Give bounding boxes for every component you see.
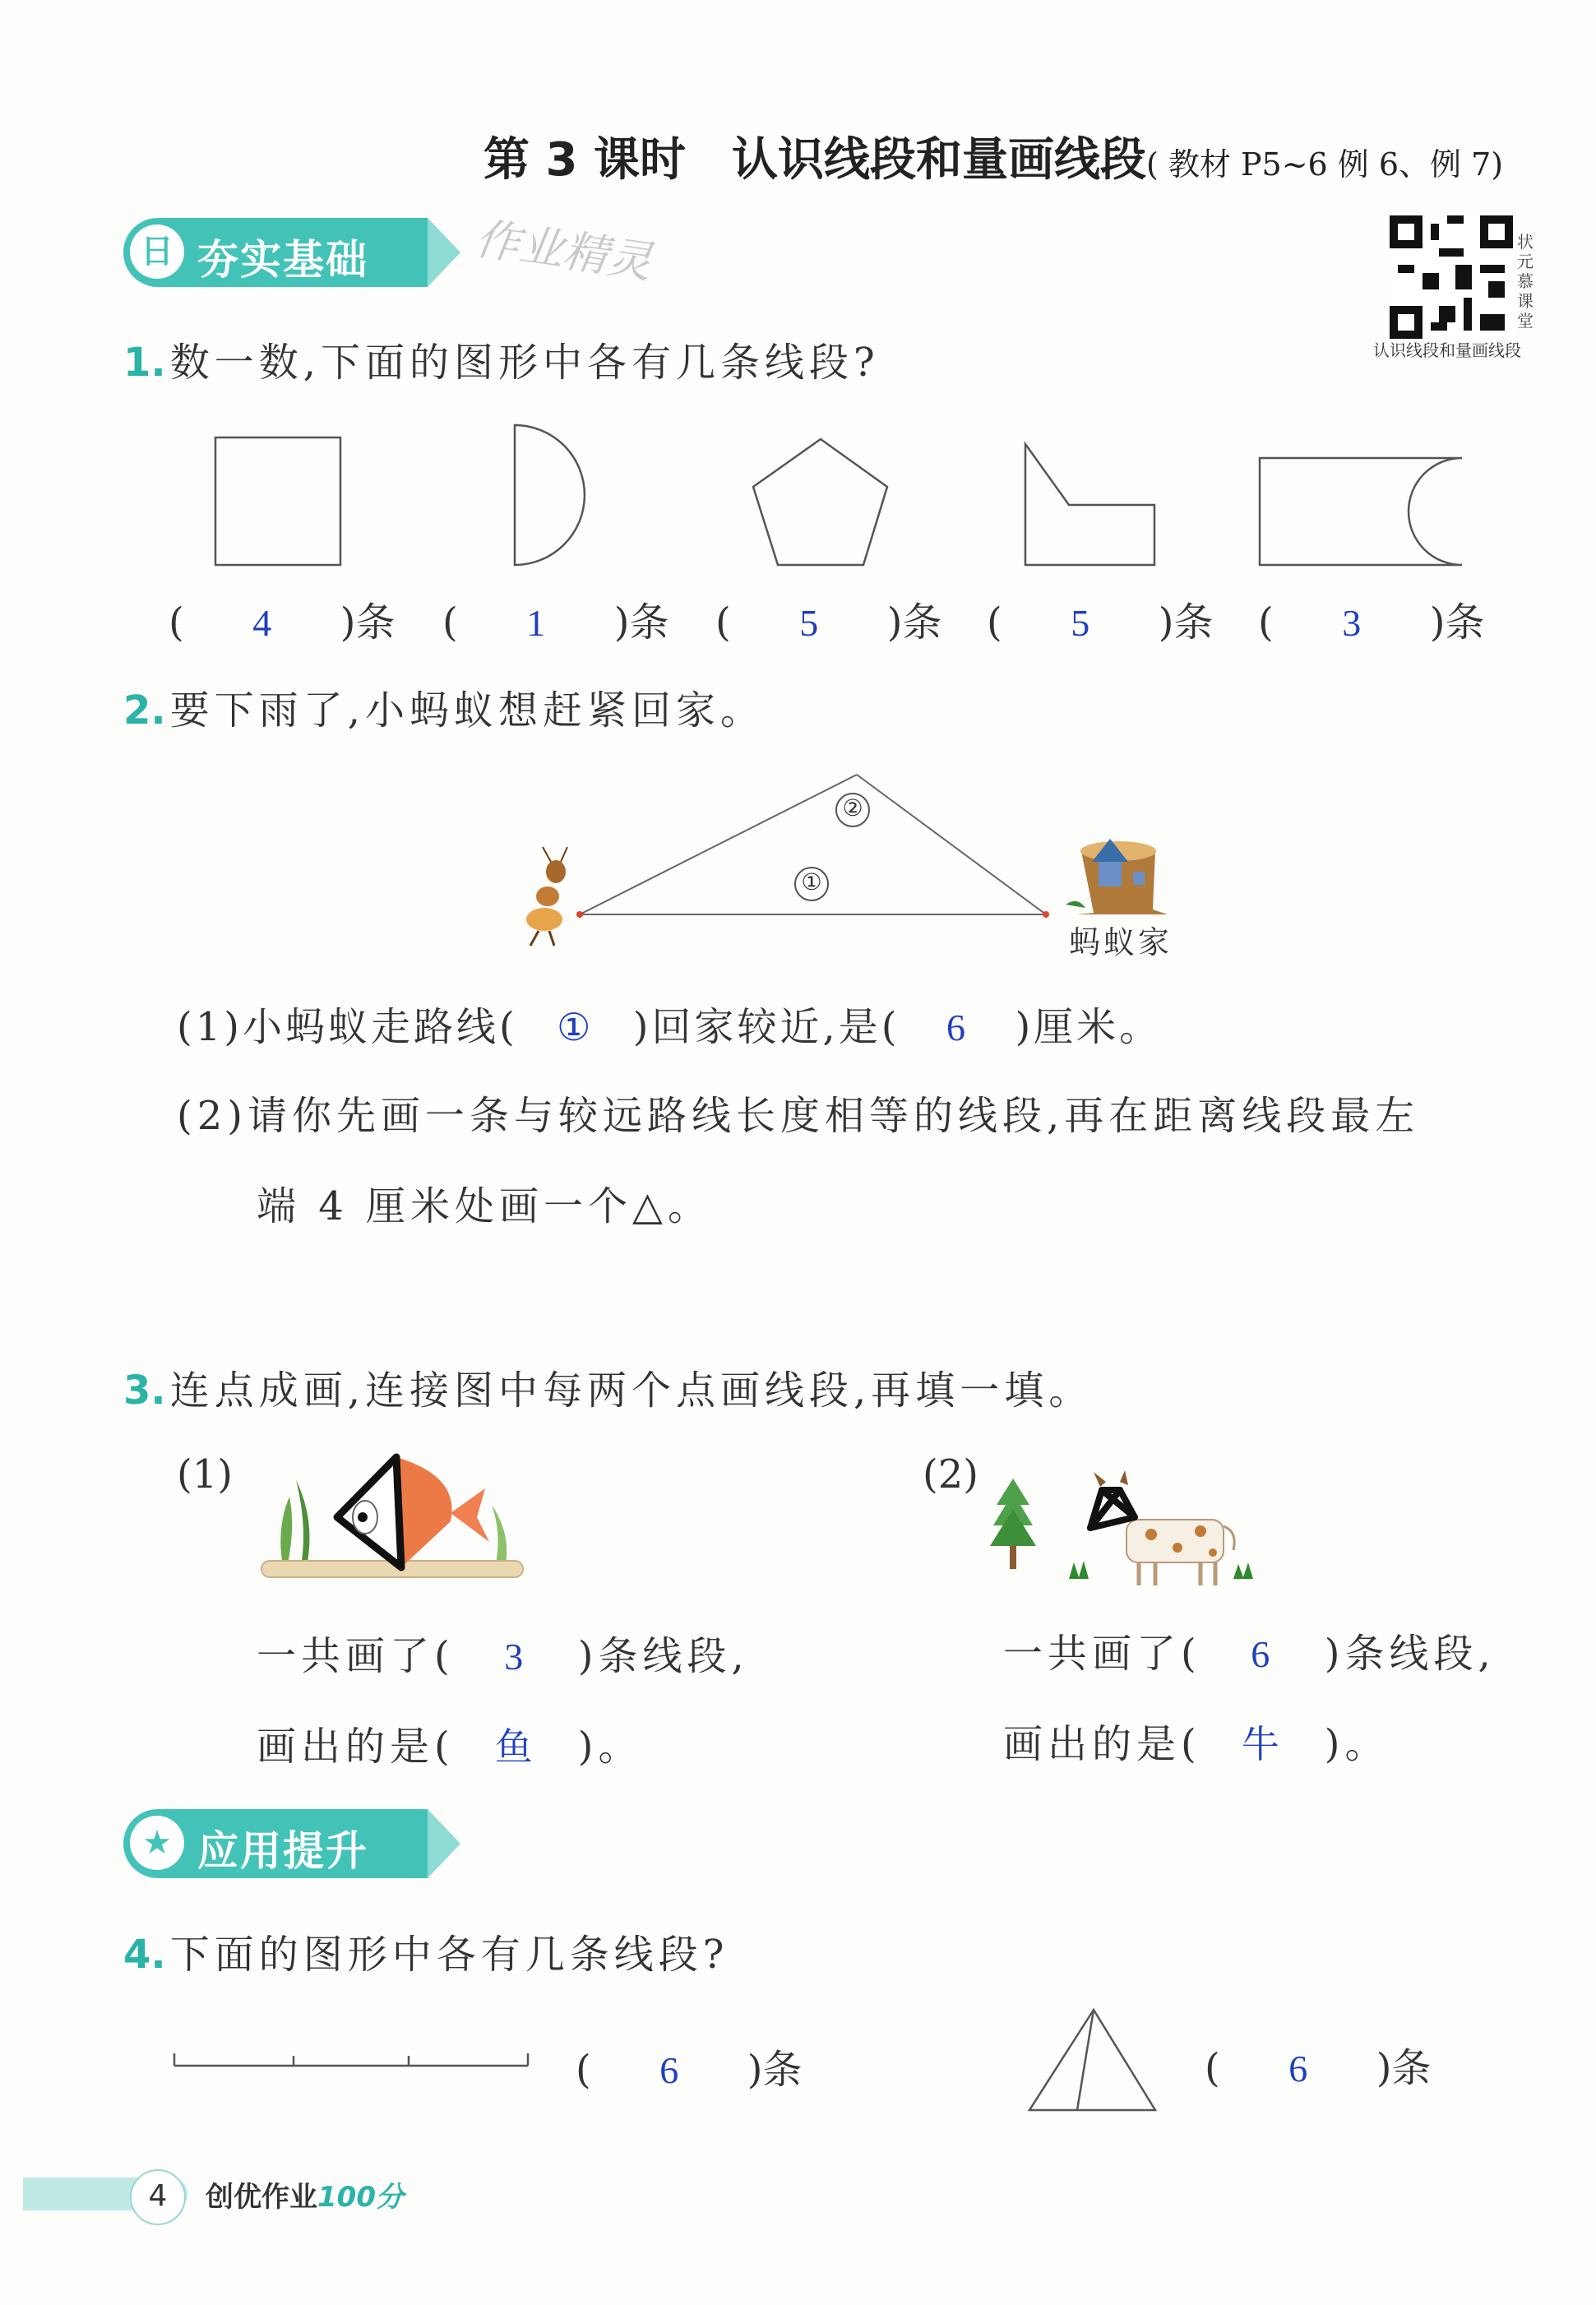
q1-answer-3: ( 5 )条: [715, 599, 942, 646]
ant-home-label: 蚂蚁家: [1069, 924, 1173, 960]
split-triangle: [1029, 2010, 1155, 2110]
q1-answer-2: ( 1 )条: [442, 599, 669, 646]
question-number: 2.: [123, 687, 166, 734]
q4-answer-1: ( 6 )条: [576, 2047, 803, 2093]
question-number: 1.: [123, 340, 166, 386]
answer-value[interactable]: 4: [252, 602, 272, 644]
q4-answer-2: ( 6 )条: [1205, 2045, 1432, 2091]
length-answer[interactable]: 6: [946, 1007, 969, 1048]
question-text: 下面的图形中各有几条线段?: [169, 1932, 729, 1978]
q1-answer-5: ( 3 )条: [1258, 599, 1485, 646]
section-icon: 日: [130, 224, 184, 279]
count-answer[interactable]: 6: [1251, 1633, 1275, 1675]
route-2-label: ②: [842, 794, 863, 822]
q2-part-2-line-1: (2)请你先画一条与较远路线长度相等的线段,再在距离线段最左: [177, 1093, 1420, 1139]
q3-part-1-count: 一共画了( 3 )条线段,: [257, 1633, 749, 1679]
lesson-subtitle: ( 教材 P5~6 例 6、例 7): [1145, 146, 1504, 183]
drawn-answer[interactable]: 鱼: [494, 1724, 538, 1769]
answer-value[interactable]: 6: [1288, 2048, 1308, 2090]
question-text: 数一数,下面的图形中各有几条线段?: [169, 340, 880, 386]
q3-part-1-drawn: 画出的是( 鱼 )。: [257, 1715, 642, 1771]
question-text: 连点成画,连接图中每两个点画线段,再填一填。: [169, 1368, 1094, 1414]
brand-logo: 创优作业100分: [206, 2181, 404, 2214]
lesson-title-text: 第 3 课时 认识线段和量画线段: [483, 133, 1146, 187]
q2-part-2-line-2: 端 4 厘米处画一个△。: [257, 1183, 712, 1229]
qr-caption: 认识线段和量画线段: [1373, 340, 1521, 360]
section-icon: ★: [130, 1816, 184, 1870]
section-label: 夯实基础: [197, 236, 368, 284]
q3-part-1-label: (1): [177, 1451, 233, 1497]
answer-value[interactable]: 3: [1342, 602, 1362, 644]
page-number: 4: [130, 2169, 186, 2225]
answer-value[interactable]: 6: [659, 2049, 679, 2091]
route-1-label: ①: [801, 868, 822, 896]
count-answer[interactable]: 3: [504, 1636, 529, 1678]
q1-answer-4: ( 5 )条: [987, 599, 1214, 646]
q3-part-2-drawn: 画出的是( 牛 )。: [1003, 1712, 1389, 1769]
answer-value[interactable]: 1: [526, 602, 546, 644]
answer-value[interactable]: 5: [1071, 602, 1090, 644]
route-answer[interactable]: ①: [557, 1007, 594, 1048]
section-label: 应用提升: [197, 1827, 368, 1875]
answer-value[interactable]: 5: [799, 602, 819, 644]
watermark: 作业精灵: [472, 212, 655, 289]
question-number: 3.: [123, 1368, 166, 1414]
q1-answer-1: ( 4 )条: [169, 599, 396, 646]
q3-part-2-label: (2): [923, 1451, 978, 1497]
qr-side-text: 状元慕课堂: [1517, 232, 1534, 331]
q2-part-1: (1)小蚂蚁走路线( ① )回家较近,是( 6 )厘米。: [177, 1004, 1163, 1050]
question-number: 4.: [123, 1932, 166, 1978]
q3-part-2-count: 一共画了( 6 )条线段,: [1003, 1631, 1496, 1677]
drawn-answer[interactable]: 牛: [1241, 1722, 1284, 1766]
question-text: 要下雨了,小蚂蚁想赶紧回家。: [169, 687, 765, 734]
